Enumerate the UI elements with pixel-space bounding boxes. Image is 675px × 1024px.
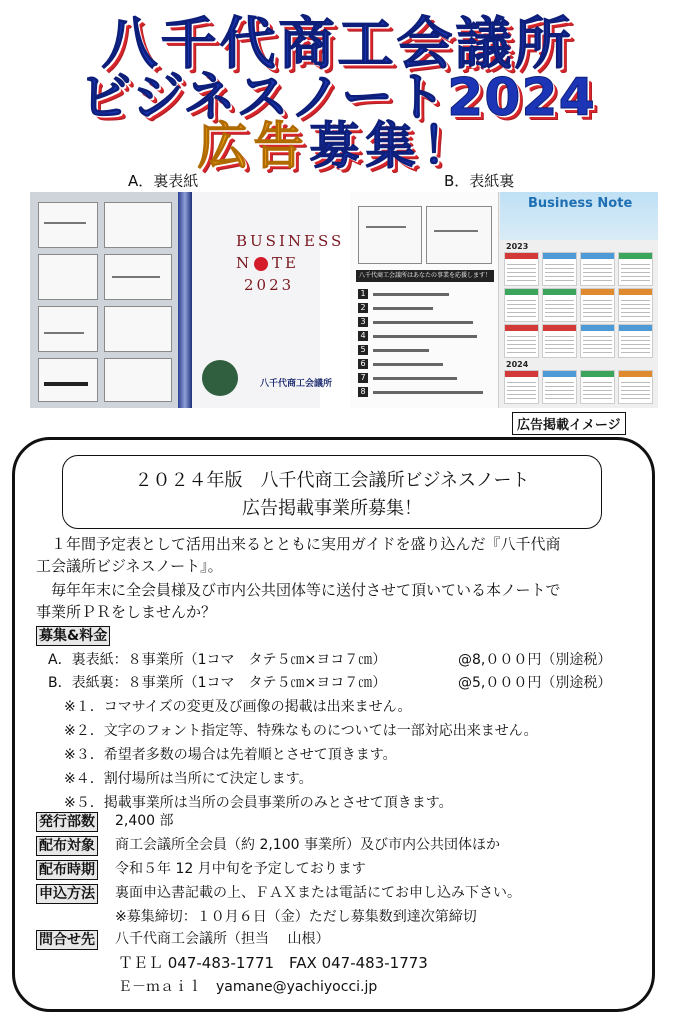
ad-slot — [426, 206, 492, 264]
ad-slot — [38, 202, 98, 248]
support-item: 4 — [358, 330, 477, 342]
cover-word-note-n: N — [236, 254, 253, 272]
mascot-image — [202, 360, 238, 396]
support-banner: 八千代商工会議所はあなたの事業を応援します！ — [356, 270, 494, 282]
cover-year: 2023 — [244, 276, 295, 294]
intro-line-1: １年間予定表として活用出来るとともに実用ガイドを盛り込んだ『八千代商 — [36, 535, 561, 553]
calendar-year-2: 2024 — [506, 360, 529, 369]
apply-label: 申込方法 — [36, 884, 98, 904]
support-item: 2 — [358, 302, 433, 314]
cover-stripe — [178, 192, 192, 408]
note-5: ※５．掲載事業所は当所の会員事業所のみとさせて頂きます。 — [64, 795, 453, 811]
cover-word-note-te: TE — [272, 254, 299, 272]
ad-slot — [104, 358, 172, 402]
fee-b-text: B．表紙裏：８事業所（1コマ タテ５㎝×ヨコ７㎝） — [48, 675, 387, 691]
cover-publisher: 八千代商工会議所 — [260, 379, 333, 389]
sample-image-back-cover — [30, 192, 345, 408]
fee-b-price: @5,０００円（別途税） — [458, 675, 612, 691]
fee-a-price: @8,０００円（別途税） — [458, 652, 612, 668]
distribution-label: 配布対象 — [36, 836, 98, 856]
support-item: 6 — [358, 358, 443, 370]
apply-value: 裏面申込書記載の上、ＦＡＸまたは電話にてお申し込み下さい。 — [115, 885, 521, 901]
ad-slot — [38, 254, 98, 300]
intro-line-4: 事業所ＰＲをしませんか？ — [36, 603, 217, 621]
fee-a-text: A．裏表紙：８事業所（1コマ タテ５㎝×ヨコ７㎝） — [48, 652, 387, 668]
fees-label: 募集&料金 — [36, 626, 110, 646]
title-line-3 — [0, 106, 675, 178]
intro-line-3: 毎年年末に全会員様及び市内公共団体等に送付させて頂いている本ノートで — [36, 581, 561, 599]
ad-image-label: 広告掲載イメージ — [512, 412, 626, 435]
heading-line-2: 広告掲載事業所募集！ — [242, 498, 422, 519]
support-item: 8 — [358, 386, 483, 398]
title-line-1: 八千代商工会議所 — [101, 12, 574, 77]
notebook-title: Business Note — [528, 196, 633, 211]
timing-label: 配布時期 — [36, 860, 98, 880]
ad-slot — [38, 358, 98, 402]
support-item: 3 — [358, 316, 473, 328]
copies-label: 発行部数 — [36, 812, 98, 832]
cover-red-dot — [254, 257, 268, 271]
timing-value: 令和５年 12 月中旬を予定しております — [115, 861, 366, 877]
calendar-year-1: 2023 — [506, 242, 529, 251]
contact-phone: ＴＥＬ 047-483-1771 FAX 047-483-1773 — [118, 954, 428, 972]
contact-email[interactable]: Ｅ－ｍａｉｌ yamane@yachiyocci.jp — [118, 979, 378, 995]
contact-label: 問合せ先 — [36, 930, 98, 950]
ad-slot — [358, 206, 422, 264]
title-line-2: ビジネスノート2024 — [79, 68, 596, 128]
support-item: 7 — [358, 372, 457, 384]
support-item: 5 — [358, 344, 429, 356]
distribution-value: 商工会議所全会員（約 2,100 事業所）及び市内公共団体ほか — [115, 837, 500, 853]
intro-line-2: 工会議所ビジネスノート』。 — [36, 557, 223, 575]
sample-image-inside-cover — [350, 192, 658, 408]
title-rest: 募集！ — [309, 117, 478, 175]
deadline-note: ※募集締切：１０月６日（金）ただし募集数到達次第締切 — [115, 909, 477, 925]
contact-org: 八千代商工会議所（担当 山根） — [115, 931, 330, 947]
ad-slot — [38, 306, 98, 352]
note-2: ※２．文字のフォント指定等、特殊なものについては一部対応出来ません。 — [64, 723, 538, 739]
support-item: 1 — [358, 288, 449, 300]
note-3: ※３．希望者多数の場合は先着順とさせて頂きます。 — [64, 747, 397, 763]
note-4: ※４．割付場所は当所にて決定します。 — [64, 771, 313, 787]
title-accent: 広告 — [197, 117, 310, 175]
caption-a: A．裏表紙 — [128, 172, 199, 190]
caption-b: B．表紙裏 — [444, 172, 515, 190]
copies-value: 2,400 部 — [115, 813, 174, 829]
ad-slot — [104, 202, 172, 248]
cover-word-business: BUSINESS — [236, 232, 345, 250]
note-1: ※１．コマサイズの変更及び画像の掲載は出来ません。 — [64, 699, 412, 715]
heading-line-1: ２０２４年版 八千代商工会議所ビジネスノート — [134, 470, 530, 491]
ad-slot — [104, 306, 172, 352]
